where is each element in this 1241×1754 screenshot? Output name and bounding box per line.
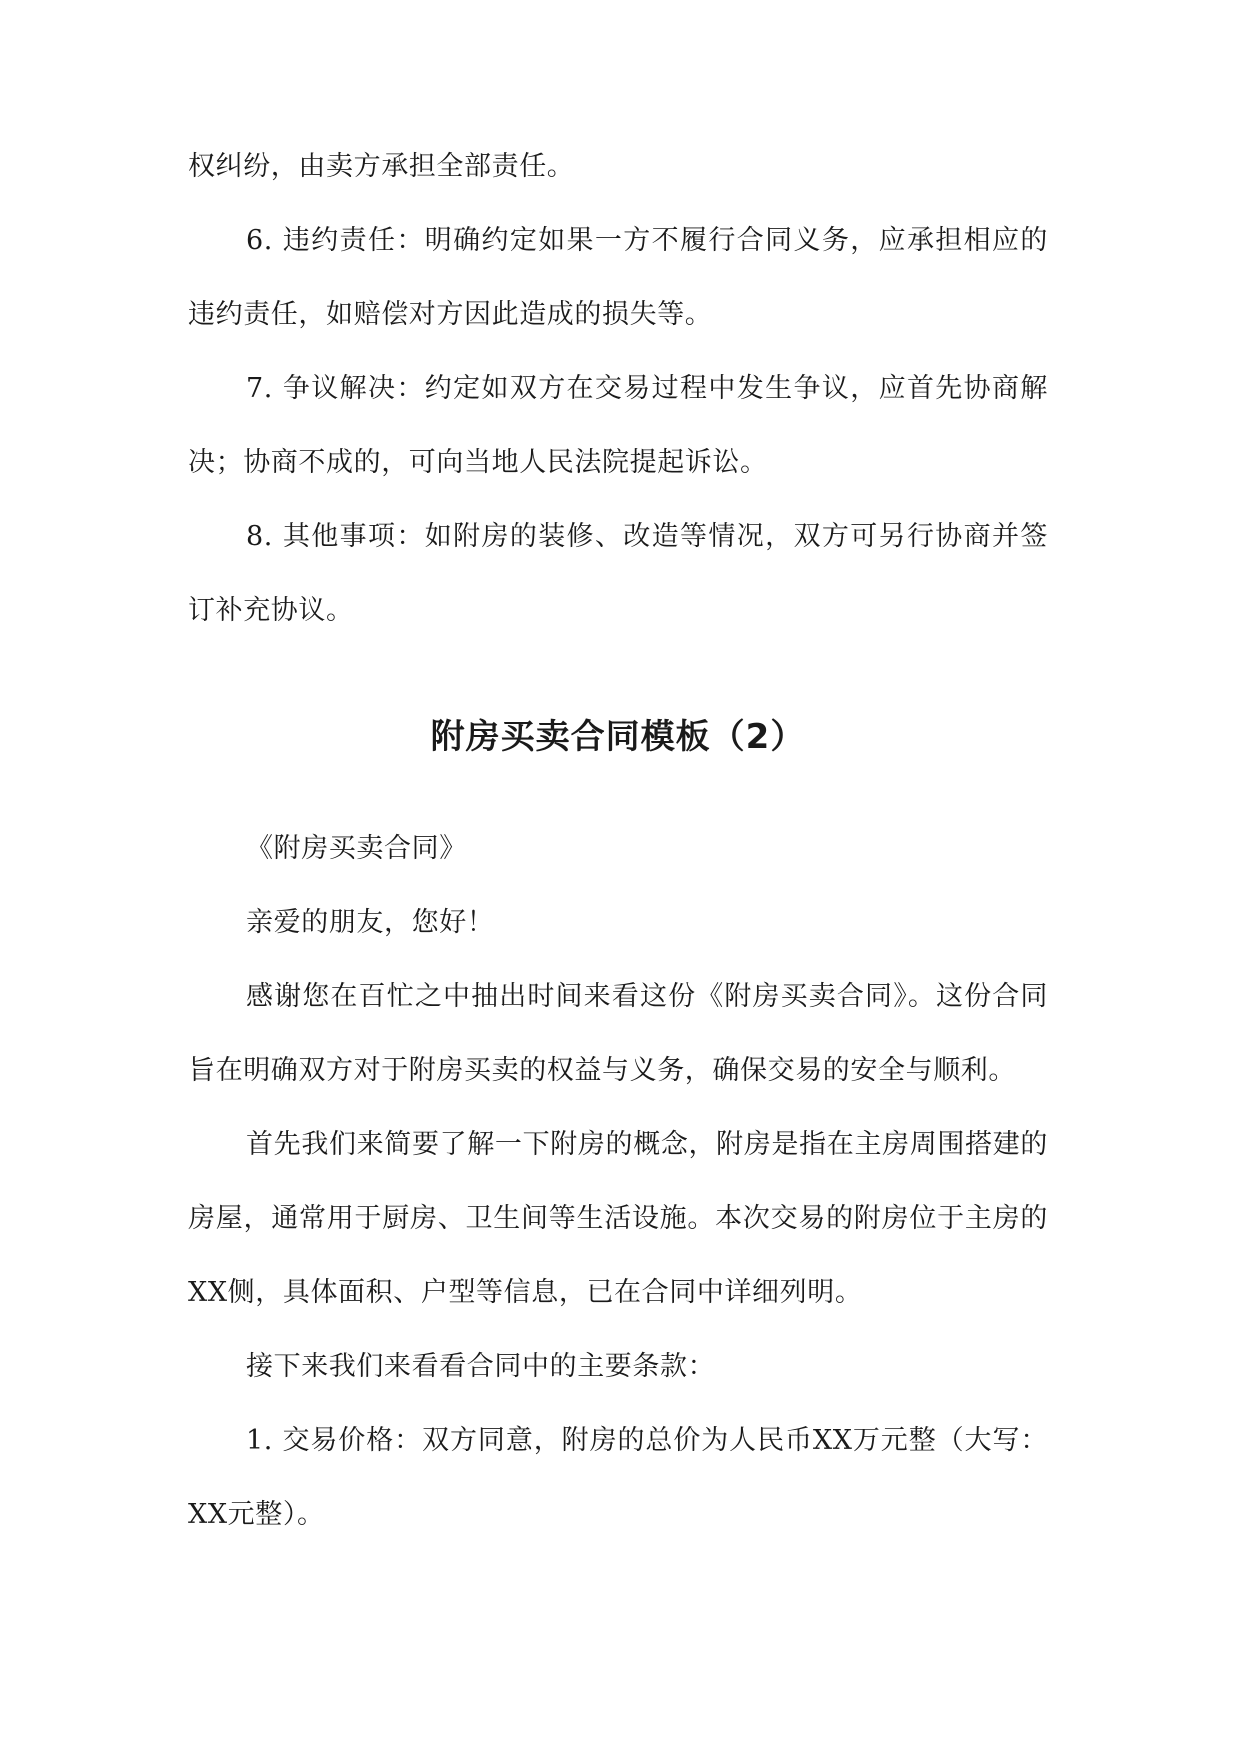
clause-1-price: 1. 交易价格：双方同意，附房的总价为人民币XX万元整（大写：XX元整）。 <box>188 1425 1048 1530</box>
clause-6-breach-liability: 6. 违约责任：明确约定如果一方不履行合同义务，应承担相应的违约责任，如赔偿对方因此造成的损失等。 <box>188 225 1048 330</box>
intro-paragraph: 感谢您在百忙之中抽出时间来看这份《附房买卖合同》。这份合同旨在明确双方对于附房买卖的权益与义务，确保交易的安全与顺利。 <box>188 981 1048 1086</box>
clause-7-dispute-resolution: 7. 争议解决：约定如双方在交易过程中发生争议，应首先协商解决；协商不成的，可向当地人民法院提起诉讼。 <box>188 373 1048 478</box>
paragraph-continuation: 权纠纷，由卖方承担全部责任。 <box>188 151 575 182</box>
clause-8-other-matters: 8. 其他事项：如附房的装修、改造等情况，双方可另行协商并签订补充协议。 <box>188 521 1048 626</box>
terms-intro: 接下来我们来看看合同中的主要条款： <box>246 1351 716 1382</box>
concept-paragraph: 首先我们来简要了解一下附房的概念，附房是指在主房周围搭建的房屋，通常用于厨房、卫生间等生活设施。本次交易的附房位于主房的XX侧，具体面积、户型等信息，已在合同中详细列明。 <box>188 1129 1048 1308</box>
section-heading: 附房买卖合同模板（2） <box>430 717 806 757</box>
document-body <box>188 130 1048 1552</box>
greeting: 亲爱的朋友，您好！ <box>246 907 495 938</box>
contract-title: 《附房买卖合同》 <box>246 833 467 864</box>
